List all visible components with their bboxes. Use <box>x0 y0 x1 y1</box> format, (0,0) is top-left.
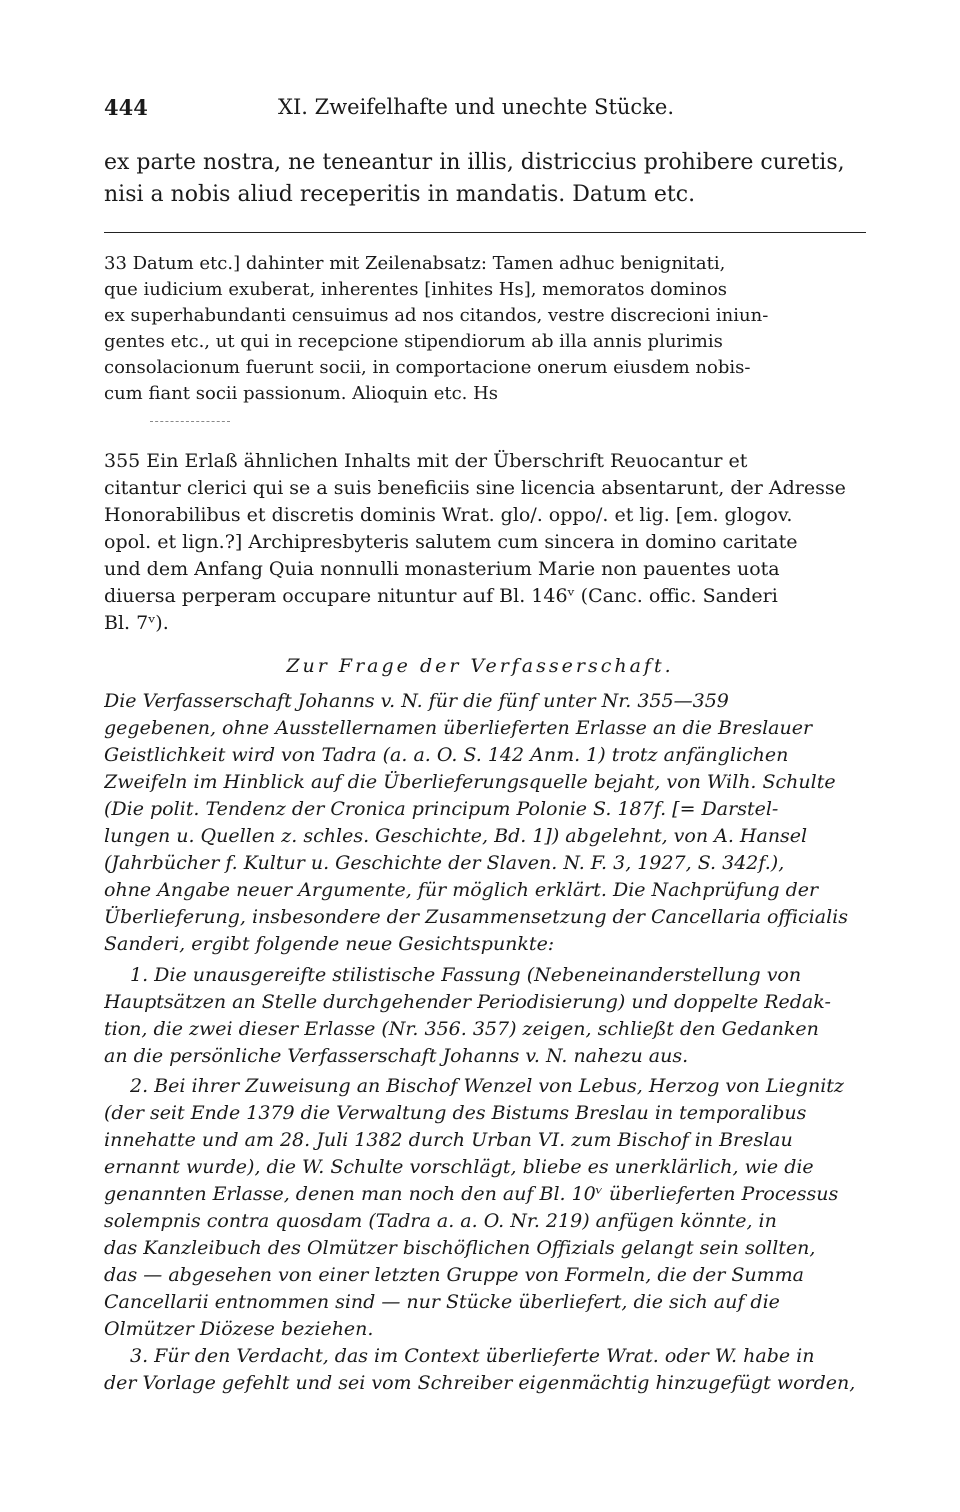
running-title: XI. Zweifelhafte und unechte Stücke. <box>278 95 674 119</box>
entry-line: diuersa perperam occupare nituntur auf Bl. 146ᵛ (Canc. offic. Sanderi <box>104 585 778 607</box>
point-line: 3. Für den Verdacht, das im Context überlieferte Wrat. oder W. habe in <box>130 1345 815 1367</box>
intro-line: Geistlichkeit wird von Tadra (a. a. O. S. 142 Anm. 1) trotz anfänglichen <box>104 744 789 766</box>
footnote-rule <box>104 232 866 233</box>
intro-line: lungen u. Quellen z. schles. Geschichte, Bd. 1]) abgelehnt, von A. Hansel <box>104 825 808 847</box>
entry-line: und dem Anfang Quia nonnulli monasterium Marie non pauentes uota <box>104 558 780 580</box>
footnote-line: gentes etc., ut qui in recepcione stipendiorum ab illa annis plurimis <box>104 331 723 352</box>
entry-line: citantur clerici qui se a suis beneficiis sine licencia absentarunt, der Adresse <box>104 477 846 499</box>
intro-line: gegebenen, ohne Ausstellernamen überlieferten Erlasse an die Breslauer <box>104 717 813 739</box>
point-line: das — abgesehen von einer letzten Gruppe von Formeln, die der Summa <box>104 1264 805 1286</box>
point-line: das Kanzleibuch des Olmützer bischöflichen Offizials gelangt sein sollten, <box>104 1237 816 1259</box>
continuation-line: ex parte nostra, ne teneantur in illis, districcius prohibere curetis, <box>104 150 845 175</box>
intro-line: ohne Angabe neuer Argumente, für möglich erklärt. Die Nachprüfung der <box>104 879 819 901</box>
intro-line: Zweifeln im Hinblick auf die Überlieferungsquelle bejaht, von Wilh. Schulte <box>104 771 836 793</box>
point-line: solempnis contra quosdam (Tadra a. a. O. Nr. 219) anfügen könnte, in <box>104 1210 777 1232</box>
footnote-line: cum fiant socii passionum. Alioquin etc. Hs <box>104 383 499 404</box>
intro-line: Überlieferung, insbesondere der Zusammensetzung der Cancellaria officialis <box>104 906 848 928</box>
page-number: 444 <box>104 95 148 120</box>
point-line: 1. Die unausgereifte stilistische Fassung (Nebeneinanderstellung von <box>130 964 802 986</box>
entry-line: Honorabilibus et discretis dominis Wrat. glo/. oppo/. et lig. [em. glogov. <box>104 504 793 526</box>
footnote-line: consolacionum fuerunt socii, in comportacione onerum eiusdem nobis- <box>104 357 751 378</box>
entry-line: Bl. 7ᵛ). <box>104 612 169 634</box>
point-line: Cancellarii entnommen sind — nur Stücke überliefert, die sich auf die <box>104 1291 780 1313</box>
footnote-line: 33 Datum etc.] dahinter mit Zeilenabsatz: Tamen adhuc benignitati, <box>104 253 726 274</box>
point-line: genannten Erlasse, denen man noch den auf Bl. 10ᵛ überlieferten Processus <box>104 1183 839 1205</box>
point-line: an die persönliche Verfasserschaft Johanns v. N. nahezu aus. <box>104 1045 689 1067</box>
intro-line: Die Verfasserschaft Johanns v. N. für die fünf unter Nr. 355—359 <box>104 690 729 712</box>
section-heading: Zur Frage der Verfasserschaft. <box>286 655 674 677</box>
intro-line: (Jahrbücher f. Kultur u. Geschichte der Slaven. N. F. 3, 1927, S. 342f.), <box>104 852 785 874</box>
section-separator <box>150 421 230 423</box>
intro-line: (Die polit. Tendenz der Cronica principum Polonie S. 187f. [= Darstel- <box>104 798 779 820</box>
entry-line: opol. et lign.?] Archipresbyteris salutem cum sincera in domino caritate <box>104 531 798 553</box>
footnote-line: que iudicium exuberat, inherentes [inhites Hs], memoratos dominos <box>104 279 728 300</box>
intro-line: Sanderi, ergibt folgende neue Gesichtspunkte: <box>104 933 555 955</box>
point-line: der Vorlage gefehlt und sei vom Schreiber eigenmächtig hinzugefügt worden, <box>104 1372 856 1394</box>
point-line: ernannt wurde), die W. Schulte vorschlägt, bliebe es unerklärlich, wie die <box>104 1156 814 1178</box>
point-line: Hauptsätzen an Stelle durchgehender Periodisierung) und doppelte Redak- <box>104 991 831 1013</box>
entry-line: 355 Ein Erlaß ähnlichen Inhalts mit der Überschrift Reuocantur et <box>104 450 748 472</box>
point-line: tion, die zwei dieser Erlasse (Nr. 356. 357) zeigen, schließt den Gedanken <box>104 1018 819 1040</box>
point-line: (der seit Ende 1379 die Verwaltung des Bistums Breslau in temporalibus <box>104 1102 807 1124</box>
point-line: innehatte und am 28. Juli 1382 durch Urban VI. zum Bischof in Breslau <box>104 1129 793 1151</box>
point-line: 2. Bei ihrer Zuweisung an Bischof Wenzel von Lebus, Herzog von Liegnitz <box>130 1075 844 1097</box>
footnote-line: ex superhabundanti censuimus ad nos citandos, vestre discrecioni iniun- <box>104 305 769 326</box>
continuation-line: nisi a nobis aliud receperitis in mandatis. Datum etc. <box>104 182 696 207</box>
point-line: Olmützer Diözese beziehen. <box>104 1318 374 1340</box>
